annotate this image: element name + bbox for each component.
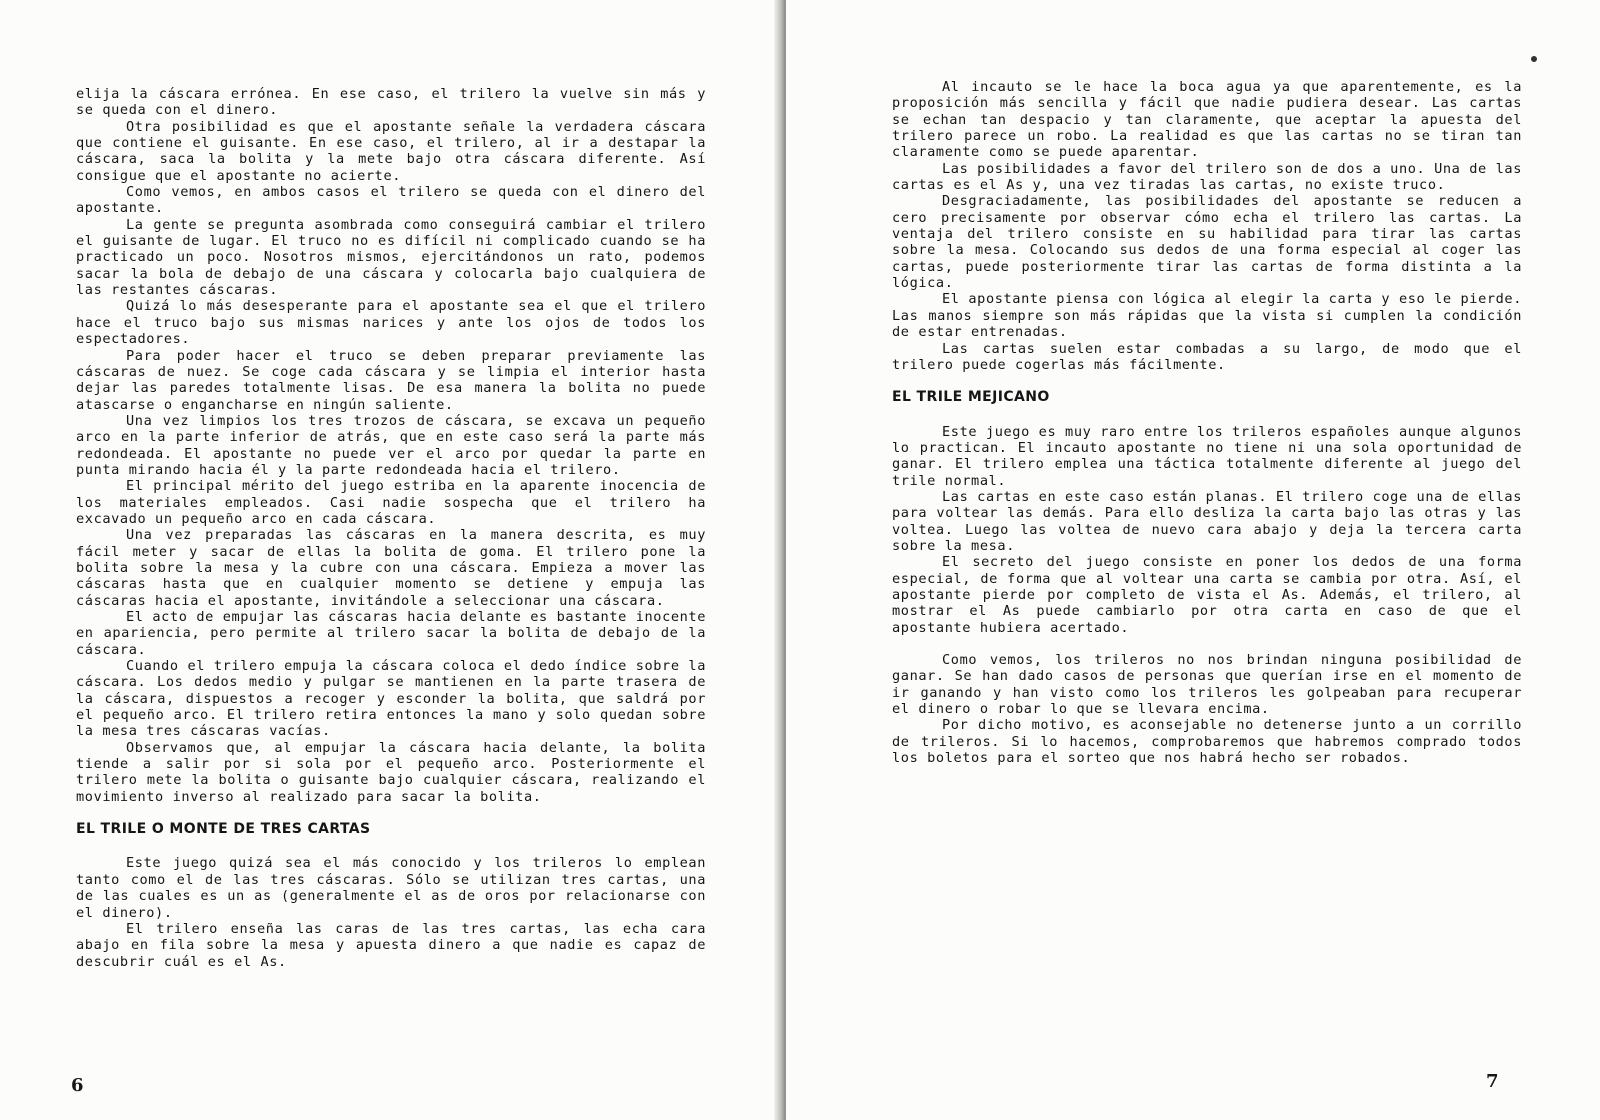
paragraph: Cuando el trilero empuja la cáscara coloca el dedo índice sobre la cáscara. Los dedos medio y pulgar se mantienen en la parte trasera de la cáscara, dispuestos a recoger y esconder la bolita, que saldrá por el pequeño arco. El trilero retira entonces la mano y solo quedan sobre la mesa tres cáscaras vacías. xyxy=(76,658,706,740)
paragraph: El secreto del juego consiste en poner los dedos de una forma especial, de forma que al voltear una carta se cambia por otra. Así, el apostante pierde por completo de vista el As. Además, el trilero, al mostrar el As puede cambiarlo por otra carta en caso de que el apostante hubiera acertado. xyxy=(892,554,1522,636)
paragraph: Como vemos, los trileros no nos brindan ninguna posibilidad de ganar. Se han dado casos de personas que querían irse en el momento de ir ganando y han visto como los trileros les golpeaban para recuperar el dinero o robar lo que se llevara encima. xyxy=(892,652,1522,718)
ink-speck xyxy=(1531,56,1537,62)
paragraph: El apostante piensa con lógica al elegir la carta y eso le pierde. Las manos siempre son más rápidas que la vista si cumplen la condición de estar entrenadas. xyxy=(892,291,1522,341)
paragraph: Desgraciadamente, las posibilidades del apostante se reducen a cero precisamente por observar cómo echa el trilero las cartas. La ventaja del trilero consiste en su habilidad para tirar las cartas sobre la mesa. Colocando sus dedos de una forma especial al coger las cartas, puede posteriormente tirar las cartas de forma distinta a la lógica. xyxy=(892,193,1522,292)
paragraph: Como vemos, en ambos casos el trilero se queda con el dinero del apostante. xyxy=(76,184,706,217)
paragraph: Este juego quizá sea el más conocido y los trileros lo emplean tanto como el de las tres cáscaras. Sólo se utilizan tres cartas, una de las cuales es un as (generalmente el as de oros por relacionarse con el dinero). xyxy=(76,855,706,921)
page-number: 6 xyxy=(71,1075,84,1096)
paragraph: Por dicho motivo, es aconsejable no detenerse junto a un corrillo de trileros. Si lo hacemos, comprobaremos que habremos comprado todos los boletos para el sorteo que nos habrá hecho ser robados. xyxy=(892,717,1522,767)
paragraph: Las cartas en este caso están planas. El trilero coge una de ellas para voltear las demás. Para ello desliza la carta bajo las otras y las voltea. Luego las voltea de nuevo cara abajo y deja la tercera carta sobre la mesa. xyxy=(892,488,1522,554)
paragraph: elija la cáscara errónea. En ese caso, el trilero la vuelve sin más y se queda con el dinero. xyxy=(76,86,706,119)
section-heading: EL TRILE MEJICANO xyxy=(892,389,1050,406)
left-text-column xyxy=(76,86,706,970)
paragraph: El acto de empujar las cáscaras hacia delante es bastante inocente en apariencia, pero permite al trilero sacar la bolita de debajo de la cáscara. xyxy=(76,609,706,658)
paragraph: Una vez preparadas las cáscaras en la manera descrita, es muy fácil meter y sacar de ellas la bolita de goma. El trilero pone la bolita sobre la mesa y la cubre con una cáscara. Empieza a mover las cáscaras hasta que en cualquier momento se detiene y empuja las cáscaras hacia el apostante, invitándole a seleccionar una cáscara. xyxy=(76,527,706,609)
paragraph: Observamos que, al empujar la cáscara hacia delante, la bolita tiende a salir por si sola por el pequeño arco. Posteriormente el trilero mete la bolita o guisante bajo cualquier cáscara, realizando el movimiento inverso al realizado para sacar la bolita. xyxy=(76,739,706,805)
paragraph: Para poder hacer el truco se deben preparar previamente las cáscaras de nuez. Se coge cada cáscara y se limpia el interior hasta dejar las paredes totalmente lisas. De esa manera la bolita no puede atascarse o engancharse en ningún saliente. xyxy=(76,347,706,413)
paragraph: Una vez limpios los tres trozos de cáscara, se excava un pequeño arco en la parte inferior de atrás, que en este caso será la parte más redondeada. El apostante no puede ver el arco por quedar la parte en punta mirando hacia él y la parte redondeada hacia el trilero. xyxy=(76,412,706,478)
paragraph: La gente se pregunta asombrada como conseguirá cambiar el trilero el guisante de lugar. El truco no es difícil ni complicado cuando se ha practicado un poco. Nosotros mismos, ejercitándonos un rato, podemos sacar la bola de debajo de una cáscara y colocarla bajo cualquiera de las restantes cáscaras. xyxy=(76,216,706,299)
left-page xyxy=(0,0,786,1120)
section-heading: EL TRILE O MONTE DE TRES CARTAS xyxy=(76,821,371,838)
paragraph: Este juego es muy raro entre los trileros españoles aunque algunos lo practican. El incauto apostante no tiene ni una sola oportunidad de ganar. El trilero emplea una táctica totalmente diferente al juego del trile normal. xyxy=(892,423,1522,489)
paragraph: Al incauto se le hace la boca agua ya que aparentemente, es la proposición más sencilla y fácil que nadie pudiera desear. Las cartas se echan tan despacio y tan claramente, que aceptar la apuesta del trilero parece un robo. La realidad es que las cartas no se tiran tan claramente como se puede aparentar. xyxy=(892,79,1522,161)
page-number: 7 xyxy=(1486,1071,1499,1092)
paragraph: Las cartas suelen estar combadas a su largo, de modo que el trilero puede cogerlas más fácilmente. xyxy=(892,340,1522,373)
paragraph: Las posibilidades a favor del trilero son de dos a uno. Una de las cartas es el As y, una vez tiradas las cartas, no existe truco. xyxy=(892,160,1522,194)
right-page xyxy=(786,0,1600,1120)
paragraph: Otra posibilidad es que el apostante señale la verdadera cáscara que contiene el guisante. En ese caso, el trilero, al ir a destapar la cáscara, saca la bolita y la mete bajo otra cáscara diferente. Así consigue que el apostante no acierte. xyxy=(76,118,706,184)
right-text-column xyxy=(892,79,1522,766)
paragraph: El trilero enseña las caras de las tres cartas, las echa cara abajo en fila sobre la mesa y apuesta dinero a que nadie es capaz de descubrir cuál es el As. xyxy=(76,920,706,970)
paragraph: Quizá lo más desesperante para el apostante sea el que el trilero hace el truco bajo sus mismas narices y ante los ojos de todos los espectadores. xyxy=(76,298,706,348)
paragraph: El principal mérito del juego estriba en la aparente inocencia de los materiales empleados. Casi nadie sospecha que el trilero ha excavado un pequeño arco en cada cáscara. xyxy=(76,478,706,527)
